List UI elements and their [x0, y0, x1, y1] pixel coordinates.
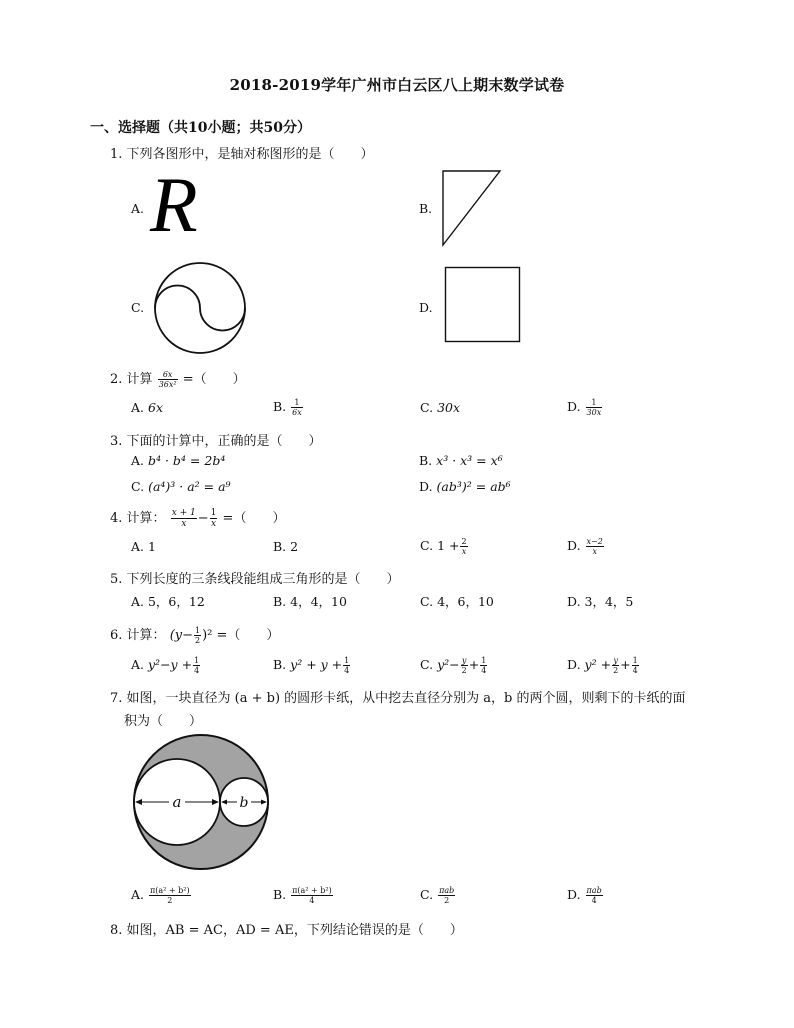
q7-option-b-num: π(a² + b²) [292, 886, 332, 895]
q8-stem: 8. 如图，AB = AC，AD = AE，下列结论错误的是（ ） [110, 923, 463, 938]
q3-option-c [131, 479, 231, 494]
q7-option-d-den: 4 [591, 896, 597, 905]
q6-option-b-fraction [343, 656, 350, 675]
q2-option-b [273, 398, 304, 417]
q4-option-b-label: B. [273, 539, 287, 554]
q5-option-c: C. 4，6，10 [420, 594, 494, 609]
q6-option-b-label: B. [273, 657, 287, 672]
q6-option-b-text: y² + y + [290, 657, 343, 672]
q3-option-b-label: B. [419, 453, 433, 468]
q5-option-b: B. 4，4，10 [273, 594, 347, 609]
q4-option-c-label: C. [420, 538, 434, 553]
q6-option-d-fraction-2 [632, 656, 639, 675]
q6-option-c-label: C. [420, 657, 434, 672]
q2-fraction-denominator: 36x² [158, 380, 177, 389]
q4-option-d-den: x [592, 547, 597, 556]
q4-option-c-den: x [461, 547, 467, 556]
q6-option-d-den-1: 2 [613, 666, 619, 675]
q6-stem-text: 6. 计算： [110, 628, 166, 643]
q4-fraction-2 [210, 508, 218, 529]
q1-stem: 1. 下列各图形中，是轴对称图形的是（ ） [110, 147, 374, 162]
q6-expr-close: )² [202, 628, 213, 643]
q4-option-c-fraction [460, 537, 467, 556]
q6-fraction-den: 2 [195, 636, 201, 645]
q4-fraction-2-num: 1 [210, 508, 217, 518]
q2-option-a-text: 6x [148, 400, 164, 415]
q5-option-d: D. 3，4，5 [567, 594, 634, 609]
q2-option-b-num: 1 [291, 398, 303, 408]
q3-option-c-text: (a⁴)³ · a² = a⁹ [148, 479, 231, 494]
q7-option-a-num: π(a² + b²) [150, 886, 190, 895]
q6-option-a-text: y²−y + [148, 657, 193, 672]
q3-option-a-label: A. [131, 453, 145, 468]
q2-fraction-numerator: 6x [158, 370, 178, 380]
q7-option-c-num: πab [439, 886, 455, 895]
q2-option-b-den: 6x [292, 408, 302, 417]
q7-stem-line-2: 积为（ ） [124, 714, 203, 729]
q6-expr-open: (y− [169, 628, 193, 643]
q4-fraction-1 [171, 508, 197, 529]
q7-option-a-label: A. [131, 887, 145, 902]
q3-option-d-text: (ab³)² = ab⁶ [436, 479, 511, 494]
q7-option-c [420, 886, 456, 905]
q5-option-a: A. 5，6，12 [131, 594, 205, 609]
q7-option-c-den: 2 [444, 896, 450, 905]
q6-option-d-den-2: 4 [632, 666, 638, 675]
q7-option-d-label: D. [567, 887, 581, 902]
q4-option-a-text: 1 [148, 539, 156, 554]
q7-figure-label-b: b [239, 795, 249, 811]
q7-option-a-den: 2 [167, 896, 173, 905]
q4-option-d-num: x−2 [586, 537, 603, 546]
q4-stem [110, 507, 285, 529]
q7-option-c-fraction [438, 886, 455, 905]
q1-option-d-label: D. [419, 300, 433, 315]
q2-option-d-den: 30x [586, 408, 602, 417]
q2-stem [110, 368, 246, 389]
q4-fraction-1-den: x [181, 519, 187, 529]
q7-option-b-fraction [291, 886, 333, 905]
q4-option-a [131, 539, 156, 554]
q6-option-b-den: 4 [344, 666, 350, 675]
q4-option-c-num: 2 [461, 537, 467, 546]
q7-option-a-fraction [149, 886, 191, 905]
q6-option-b-num: 1 [344, 656, 350, 665]
q6-option-c [420, 656, 488, 675]
q6-stem [110, 624, 279, 645]
q7-option-b-den: 4 [309, 896, 315, 905]
q4-minus: − [197, 511, 209, 526]
q6-option-b [273, 656, 351, 675]
q7-option-d-fraction [586, 886, 603, 905]
q2-option-d-label: D. [567, 399, 581, 414]
q2-option-d-fraction [586, 398, 603, 417]
q2-option-d [567, 398, 603, 417]
q3-option-b [419, 453, 503, 468]
q6-fraction [194, 626, 201, 645]
q3-option-c-label: C. [131, 479, 145, 494]
q2-option-d-num: 1 [586, 398, 603, 408]
q6-option-d [567, 656, 640, 675]
q2-option-a-label: A. [131, 400, 145, 415]
q6-option-c-fraction-2 [480, 656, 487, 675]
q6-option-c-num-2: 1 [481, 656, 487, 665]
q3-option-d [419, 479, 511, 494]
q1-option-c-label: C. [131, 300, 145, 315]
q6-option-c-fraction-1 [461, 656, 468, 675]
q4-option-b [273, 539, 298, 554]
q2-option-a [131, 400, 163, 415]
q6-option-a-den: 4 [194, 666, 200, 675]
q6-option-a-label: A. [131, 657, 145, 672]
q6-option-d-fraction-1 [612, 656, 619, 675]
q5-stem: 5. 下列长度的三条线段能组成三角形的是（ ） [110, 572, 400, 587]
q3-option-a [131, 453, 225, 468]
q4-stem-tail: =（ ） [222, 511, 286, 526]
q4-option-b-text: 2 [290, 539, 299, 554]
q4-fraction-2-den: x [211, 519, 217, 529]
q6-stem-tail: =（ ） [216, 628, 280, 643]
q6-option-a [131, 656, 201, 675]
q1-option-b-label: B. [419, 201, 433, 216]
q6-option-c-den-1: 2 [461, 666, 467, 675]
q2-option-c-text: 30x [437, 400, 461, 415]
q2-option-c-label: C. [420, 400, 434, 415]
q2-option-b-fraction [291, 398, 303, 417]
q6-option-d-text: y² + [584, 657, 612, 672]
q3-stem: 3. 下面的计算中，正确的是（ ） [110, 434, 322, 449]
page-title: 2018-2019学年广州市白云区八上期末数学试卷 [229, 76, 565, 94]
q6-option-c-num-1: y [461, 656, 467, 665]
q3-option-b-text: x³ · x³ = x⁶ [436, 453, 503, 468]
q1-option-d-square [444, 266, 522, 344]
q7-option-b-label: B. [273, 887, 287, 902]
q7-option-b [273, 886, 334, 905]
q6-option-a-num: 1 [194, 656, 200, 665]
q6-option-a-fraction [193, 656, 200, 675]
q1-option-b-triangle [440, 168, 504, 248]
q7-option-d [567, 886, 604, 905]
q3-option-d-label: D. [419, 479, 433, 494]
q3-option-a-text: b⁴ · b⁴ = 2b⁴ [148, 453, 226, 468]
q6-fraction-num: 1 [195, 626, 201, 635]
q7-option-d-num: πab [586, 886, 602, 895]
q2-option-c [420, 400, 460, 415]
q7-option-a [131, 886, 192, 905]
q4-option-d-label: D. [567, 538, 581, 553]
q7-option-c-label: C. [420, 887, 434, 902]
q2-fraction [158, 370, 178, 389]
q4-option-c [420, 537, 469, 556]
q6-option-c-text: y²− [437, 657, 460, 672]
q7-circle-figure [133, 734, 273, 874]
q1-option-a-letter-r: R [150, 161, 198, 248]
q6-option-c-plus: + [468, 657, 480, 672]
q1-option-a-label: A. [131, 201, 145, 216]
q4-fraction-1-num: x + 1 [171, 508, 196, 518]
q6-option-d-num-1: y [613, 656, 618, 665]
q4-option-d-fraction [586, 537, 604, 556]
q7-stem-line-1: 7. 如图，一块直径为 (a + b) 的圆形卡纸，从中挖去直径分别为 a，b 的两个圆，则剩下的卡纸的面 [110, 691, 686, 706]
q4-option-c-text: 1 + [437, 538, 460, 553]
q6-option-c-den-2: 4 [481, 666, 487, 675]
q4-option-a-label: A. [131, 539, 145, 554]
q4-option-d [567, 537, 605, 556]
q2-stem-tail: =（ ） [182, 372, 246, 387]
q7-figure-label-a: a [172, 793, 182, 811]
q6-option-d-plus: + [620, 657, 631, 672]
q6-option-d-label: D. [567, 657, 581, 672]
section-heading: 一、选择题（共10小题；共50分） [90, 120, 311, 136]
q4-stem-text: 4. 计算： [110, 511, 166, 526]
q2-stem-text: 2. 计算 [110, 372, 153, 387]
q2-option-b-label: B. [273, 399, 287, 414]
q1-option-c-yinyang-figure [152, 260, 248, 356]
q6-option-d-num-2: 1 [632, 656, 638, 665]
